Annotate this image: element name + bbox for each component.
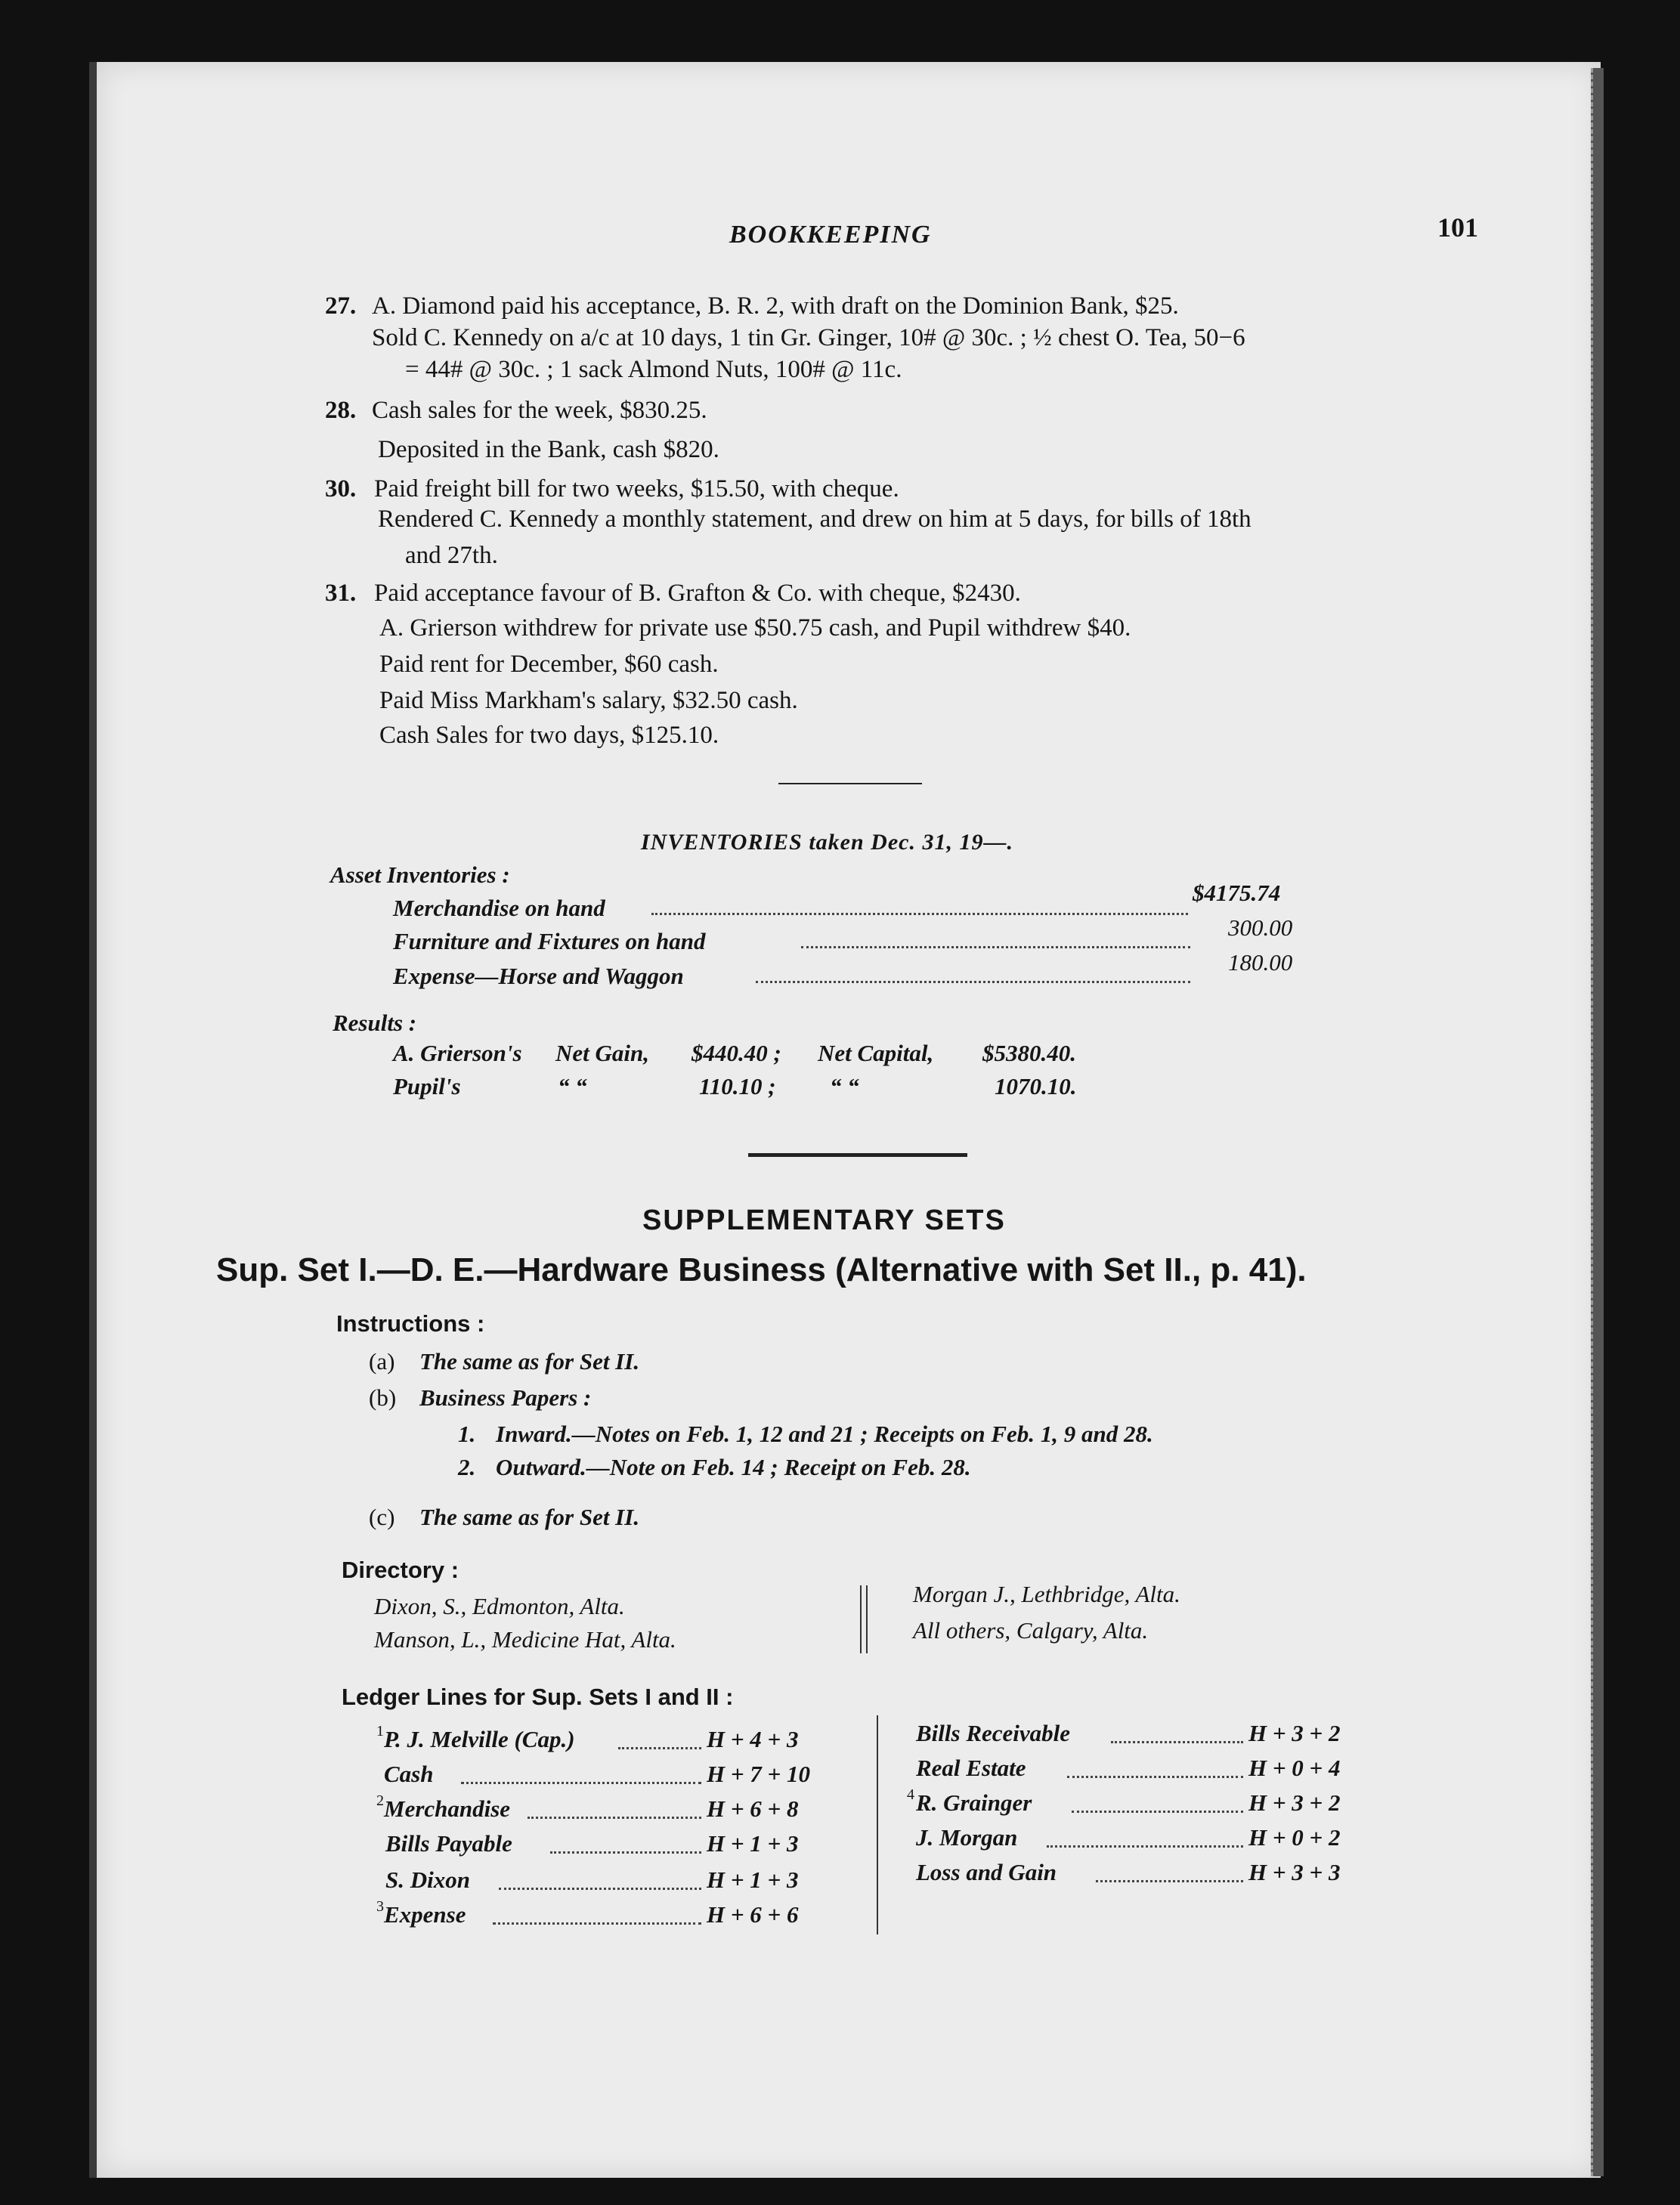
result-name: A. Grierson's [393, 1040, 522, 1066]
ledger-code: H + 7 + 10 [707, 1761, 810, 1787]
running-header: BOOKKEEPING [729, 221, 932, 249]
instruction-mark: 2. [458, 1454, 476, 1480]
section-divider-heavy [748, 1153, 967, 1157]
footnote-mark: 3 [376, 1898, 384, 1915]
entry-line: and 27th. [405, 542, 498, 569]
instruction-text: The same as for Set II. [419, 1348, 640, 1375]
directory-entry: Morgan J., Lethbridge, Alta. [913, 1581, 1180, 1607]
result-capital: 1070.10. [995, 1073, 1077, 1099]
ledger-code: H + 3 + 3 [1248, 1859, 1341, 1885]
ledger-code: H + 4 + 3 [707, 1726, 799, 1752]
entry-day: 31. [325, 580, 357, 607]
instruction-text: Business Papers : [419, 1384, 592, 1411]
sup-set-title: Sup. Set I.—D. E.—Hardware Business (Alternative with Set II., p. 41). [216, 1251, 1307, 1288]
entry-line: Sold C. Kennedy on a/c at 10 days, 1 tin Gr. Ginger, 10# @ 30c. ; ½ chest O. Tea, 50−6 [372, 324, 1245, 351]
dot-leader [756, 981, 1190, 983]
inventories-title: INVENTORIES taken Dec. 31, 19—. [641, 830, 1013, 855]
ledger-account: Bills Receivable [916, 1720, 1071, 1746]
ledger-code: H + 6 + 6 [707, 1901, 799, 1928]
entry-line: Paid freight bill for two weeks, $15.50, with cheque. [374, 475, 899, 503]
instruction-mark: (c) [369, 1504, 395, 1530]
page-number: 101 [1437, 212, 1478, 243]
inventory-item-amount: 180.00 [1228, 949, 1293, 976]
entry-line: A. Diamond paid his acceptance, B. R. 2, with draft on the Dominion Bank, $25. [372, 292, 1179, 320]
dot-leader [550, 1851, 701, 1854]
asset-inventories-label: Asset Inventories : [330, 861, 510, 888]
instructions-label: Instructions : [336, 1310, 485, 1337]
instruction-mark: 1. [458, 1421, 476, 1447]
entry-line: Rendered C. Kennedy a monthly statement, and drew on him at 5 days, for bills of 18th [378, 506, 1251, 533]
ledger-lines-label: Ledger Lines for Sup. Sets I and II : [342, 1684, 734, 1710]
dot-leader [1111, 1741, 1243, 1743]
ledger-code: H + 0 + 4 [1248, 1755, 1341, 1781]
directory-entry: Dixon, S., Edmonton, Alta. [374, 1593, 625, 1619]
entry-day: 30. [325, 475, 357, 503]
dot-leader [1072, 1811, 1243, 1813]
instruction-text: The same as for Set II. [419, 1504, 640, 1530]
result-gain-label: Net Gain, [555, 1040, 649, 1066]
dot-leader [1047, 1845, 1243, 1848]
supplementary-heading: SUPPLEMENTARY SETS [642, 1205, 1006, 1236]
directory-entry: Manson, L., Medicine Hat, Alta. [374, 1626, 676, 1653]
results-label: Results : [333, 1010, 417, 1036]
ledger-account: Merchandise [384, 1795, 511, 1822]
instruction-mark: (a) [369, 1348, 395, 1375]
ledger-account: Bills Payable [385, 1830, 512, 1857]
dot-leader [499, 1888, 701, 1890]
column-rule [860, 1585, 862, 1653]
ledger-code: H + 1 + 3 [707, 1866, 799, 1893]
inventory-item-amount: $4175.74 [1193, 880, 1281, 906]
instruction-mark: (b) [369, 1384, 397, 1411]
result-gain: $440.40 ; [691, 1040, 781, 1066]
entry-line: Cash Sales for two days, $125.10. [379, 722, 719, 749]
ledger-code: H + 1 + 3 [707, 1830, 799, 1857]
entry-line: Paid Miss Markham's salary, $32.50 cash. [379, 687, 798, 714]
entry-line: Paid rent for December, $60 cash. [379, 651, 719, 678]
ledger-account: Expense [384, 1901, 466, 1928]
dot-leader [528, 1817, 701, 1819]
page-right-edge [1591, 68, 1604, 2176]
ledger-account: Real Estate [916, 1755, 1026, 1781]
dot-leader [801, 946, 1190, 948]
ledger-account: Loss and Gain [916, 1859, 1057, 1885]
ledger-account: Cash [384, 1761, 434, 1787]
entry-day: 28. [325, 397, 357, 424]
ledger-account: R. Grainger [916, 1789, 1032, 1816]
footnote-mark: 1 [376, 1723, 384, 1740]
inventory-item-label: Merchandise on hand [393, 895, 605, 921]
footnote-mark: 4 [907, 1786, 914, 1803]
ledger-code: H + 6 + 8 [707, 1795, 799, 1822]
section-divider [778, 783, 922, 784]
result-gain-label: “ “ [558, 1073, 587, 1099]
dot-leader [1067, 1776, 1243, 1778]
entry-line: Paid acceptance favour of B. Grafton & Co. with cheque, $2430. [374, 580, 1021, 607]
result-capital-label: Net Capital, [818, 1040, 934, 1066]
column-rule [877, 1715, 878, 1934]
dot-leader [618, 1747, 701, 1749]
result-capital-label: “ “ [830, 1073, 859, 1099]
dot-leader [651, 913, 1188, 915]
ledger-account: P. J. Melville (Cap.) [384, 1726, 575, 1752]
inventory-item-amount: 300.00 [1228, 914, 1293, 941]
dot-leader [493, 1922, 701, 1925]
ledger-account: S. Dixon [385, 1866, 470, 1893]
column-rule [866, 1585, 868, 1653]
instruction-text: Inward.—Notes on Feb. 1, 12 and 21 ; Receipts on Feb. 1, 9 and 28. [496, 1421, 1153, 1447]
dot-leader [461, 1782, 701, 1784]
entry-line: Deposited in the Bank, cash $820. [378, 436, 719, 463]
ledger-code: H + 0 + 2 [1248, 1824, 1341, 1851]
footnote-mark: 2 [376, 1792, 384, 1809]
result-capital: $5380.40. [982, 1040, 1076, 1066]
entry-line: Cash sales for the week, $830.25. [372, 397, 707, 424]
instruction-text: Outward.—Note on Feb. 14 ; Receipt on Feb. 28. [496, 1454, 971, 1480]
ledger-code: H + 3 + 2 [1248, 1720, 1341, 1746]
directory-label: Directory : [342, 1557, 459, 1583]
result-name: Pupil's [393, 1073, 461, 1099]
result-gain: 110.10 ; [699, 1073, 776, 1099]
entry-day: 27. [325, 292, 357, 320]
entry-line: = 44# @ 30c. ; 1 sack Almond Nuts, 100# @ 11c. [405, 356, 902, 383]
entry-line: A. Grierson withdrew for private use $50.75 cash, and Pupil withdrew $40. [379, 614, 1131, 642]
dot-leader [1096, 1880, 1243, 1882]
ledger-code: H + 3 + 2 [1248, 1789, 1341, 1816]
directory-entry: All others, Calgary, Alta. [913, 1617, 1149, 1644]
inventory-item-label: Expense—Horse and Waggon [393, 963, 684, 989]
ledger-account: J. Morgan [916, 1824, 1018, 1851]
inventory-item-label: Furniture and Fixtures on hand [393, 928, 706, 954]
